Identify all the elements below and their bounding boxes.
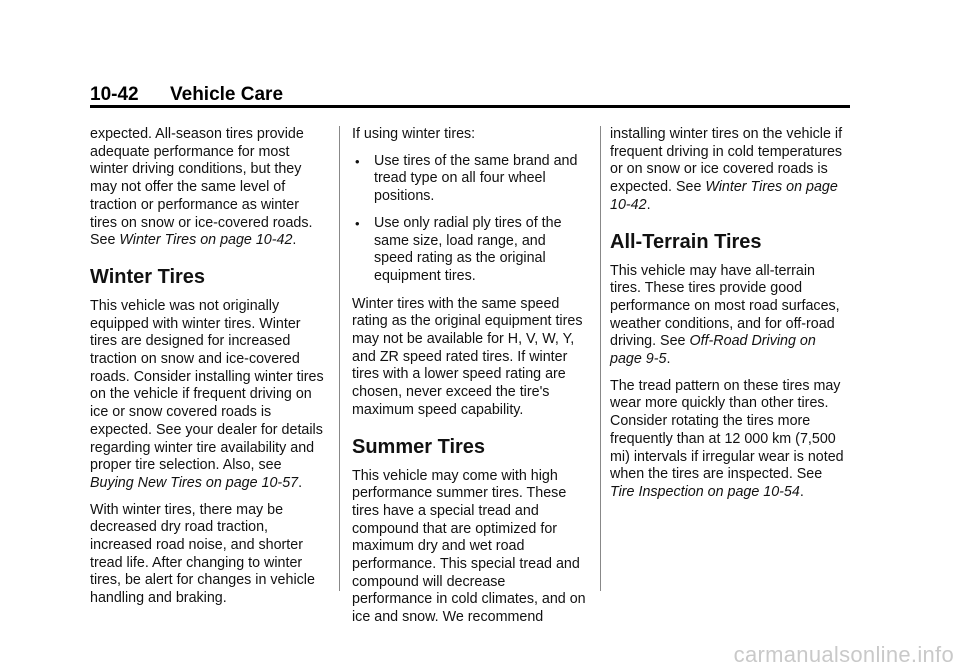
all-terrain-paragraph-1 xyxy=(610,263,846,369)
speed-rating-paragraph: Winter tires with the same speed rating as the original equipment tires may not be available for H, V, W, Y, and ZR speed rated tires. If winter tires with a lower speed rating are chosen, never exceed the tire's maximum speed capability. xyxy=(352,295,583,418)
continued-end: . xyxy=(646,196,651,213)
cross-reference-link[interactable]: Winter Tires on page 10-42 xyxy=(119,232,293,249)
at-p1-text: This vehicle may have all-terrain tires. These tires provide good performance on most road surfaces, weather conditions, and for off-road driving. See xyxy=(610,262,840,350)
continued-text: installing winter tires on the vehicle if frequent driving in cold temperatures or on snow or ice covered roads is expected. See xyxy=(610,126,843,196)
cross-reference-link[interactable]: Buying New Tires on page 10-57 xyxy=(90,474,299,491)
list-item xyxy=(352,215,588,286)
intro-end: . xyxy=(292,232,297,249)
bullet-icon: • xyxy=(355,215,360,231)
summer-tires-heading: Summer Tires xyxy=(352,435,486,458)
winter-tires-heading: Winter Tires xyxy=(90,265,206,288)
header-rule xyxy=(90,105,850,108)
at-p1-end: . xyxy=(666,351,671,368)
intro-text: expected. All-season tires provide adequate performance for most winter driving conditions, but they may not offer the same level of traction or performance as winter tires on snow or ice-covered roads. See xyxy=(90,126,313,249)
winter-p1-end: . xyxy=(298,474,303,491)
list-item xyxy=(352,153,588,206)
winter-p1-text: This vehicle was not originally equipped with winter tires. Winter tires are designed for increased traction on snow and ice-covered roads. Consider installing winter tires on the vehicle if frequent driving on ice or snow covered roads is expected. See your dealer for details regarding winter tire availability and proper tire selection. Also, see xyxy=(90,297,324,474)
section-title: Vehicle Care xyxy=(170,84,284,105)
all-terrain-paragraph-2 xyxy=(610,378,846,502)
cross-reference-link[interactable]: Tire Inspection on page 10-54 xyxy=(610,483,800,500)
winter-paragraph-2: With winter tires, there may be decreased dry road traction, increased road noise, and shorter tread life. After changing to winter tires, be alert for changes in vehicle handling and braking. xyxy=(90,501,315,607)
column-divider xyxy=(600,126,601,591)
page-header xyxy=(90,84,283,106)
bullet-text: Use tires of the same brand and tread type on all four wheel positions. xyxy=(374,152,578,205)
summer-paragraph: This vehicle may come with high performance summer tires. These tires have a special tread and compound that are optimized for maximum dry and wet road performance. This special tread and compound will decrease performance in cold climates, and on ice and snow. We recommend xyxy=(352,467,586,626)
column-3 xyxy=(610,126,846,511)
bullet-icon: • xyxy=(355,153,360,169)
column-divider xyxy=(339,126,340,591)
page-number: 10-42 xyxy=(90,84,139,105)
all-terrain-heading: All-Terrain Tires xyxy=(610,230,762,253)
winter-lead: If using winter tires: xyxy=(352,126,476,142)
bullet-text: Use only radial ply tires of the same size, load range, and speed rating as the original equipment tires. xyxy=(374,214,562,284)
bullet-list xyxy=(352,153,588,286)
at-p2-text: The tread pattern on these tires may wear more quickly than other tires. Consider rotating the tires more frequently than at 12 000 km (7,500 mi) intervals if irregular wear is noted when the tires are inspected. See xyxy=(610,377,844,483)
intro-paragraph xyxy=(90,126,326,250)
cross-reference-link[interactable]: Winter Tires on page 10-42 xyxy=(610,179,838,213)
cross-reference-link[interactable]: Off-Road Driving on page 9-5 xyxy=(610,333,816,368)
watermark: carmanualsonline.info xyxy=(733,642,954,667)
column-1 xyxy=(90,126,326,617)
winter-paragraph-1 xyxy=(90,298,326,493)
continued-paragraph xyxy=(610,126,846,215)
column-2 xyxy=(352,126,588,636)
at-p2-end: . xyxy=(799,483,804,500)
